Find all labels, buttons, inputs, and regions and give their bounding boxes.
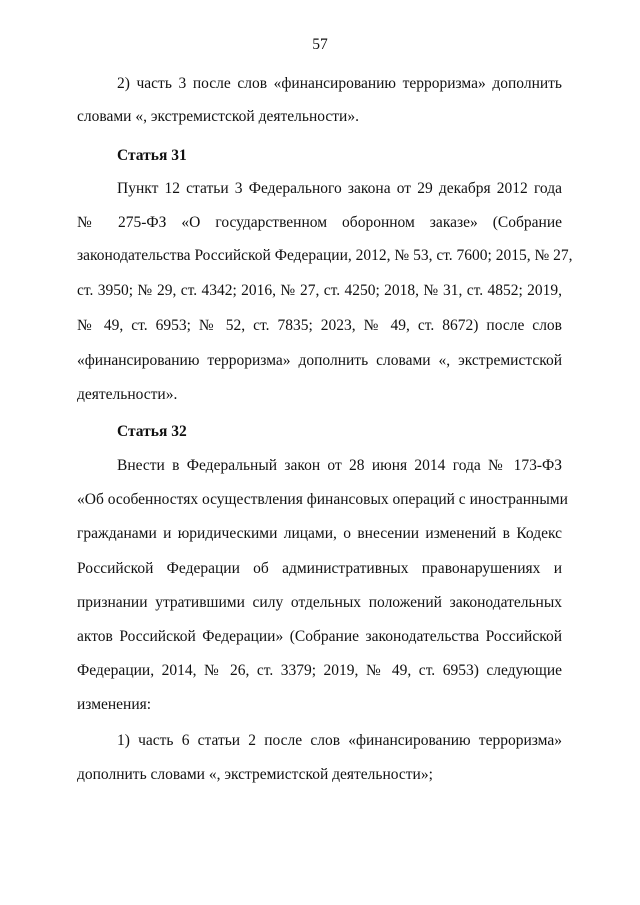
article-31-line: № 49, ст. 6953; № 52, ст. 7835; 2023, № 49, ст. 8672) после слов (77, 317, 562, 334)
article-32-line: Российской Федерации об административных правонарушениях и (77, 560, 562, 577)
article-32-line: гражданами и юридическими лицами, о внесении изменений в Кодекс (77, 525, 562, 542)
article-31-line: законодательства Российской Федерации, 2012, № 53, ст. 7600; 2015, № 27, (77, 247, 573, 264)
article-32-line: «Об особенностях осуществления финансовых операций с иностранными (77, 491, 568, 508)
article-31-line: № 275-ФЗ «О государственном оборонном заказе» (Собрание (77, 214, 562, 231)
item-1-line: 1) часть 6 статьи 2 после слов «финансированию терроризма» (117, 732, 562, 749)
article-32-heading: Статья 32 (117, 423, 187, 440)
article-32-line: изменения: (77, 696, 152, 713)
item-1-line: дополнить словами «, экстремистской деятельности»; (77, 766, 433, 783)
article-31-line: «финансированию терроризма» дополнить словами «, экстремистской (77, 352, 562, 369)
article-31-line: ст. 3950; № 29, ст. 4342; 2016, № 27, ст. 4250; 2018, № 31, ст. 4852; 2019, (77, 282, 562, 299)
article-31-heading: Статья 31 (117, 147, 187, 164)
article-32-line: актов Российской Федерации» (Собрание законодательства Российской (77, 628, 562, 645)
article-32-line: признании утратившими силу отдельных положений законодательных (77, 594, 562, 611)
article-31-line: Пункт 12 статьи 3 Федерального закона от 29 декабря 2012 года (117, 180, 562, 197)
article-31-line: деятельности». (77, 386, 178, 403)
article-32-line: Внести в Федеральный закон от 28 июня 2014 года № 173-ФЗ (117, 457, 562, 474)
item-2-line: словами «, экстремистской деятельности». (77, 108, 359, 125)
page-number: 57 (312, 36, 328, 53)
item-2-line: 2) часть 3 после слов «финансированию терроризма» дополнить (117, 75, 562, 92)
article-32-line: Федерации, 2014, № 26, ст. 3379; 2019, № 49, ст. 6953) следующие (77, 662, 562, 679)
